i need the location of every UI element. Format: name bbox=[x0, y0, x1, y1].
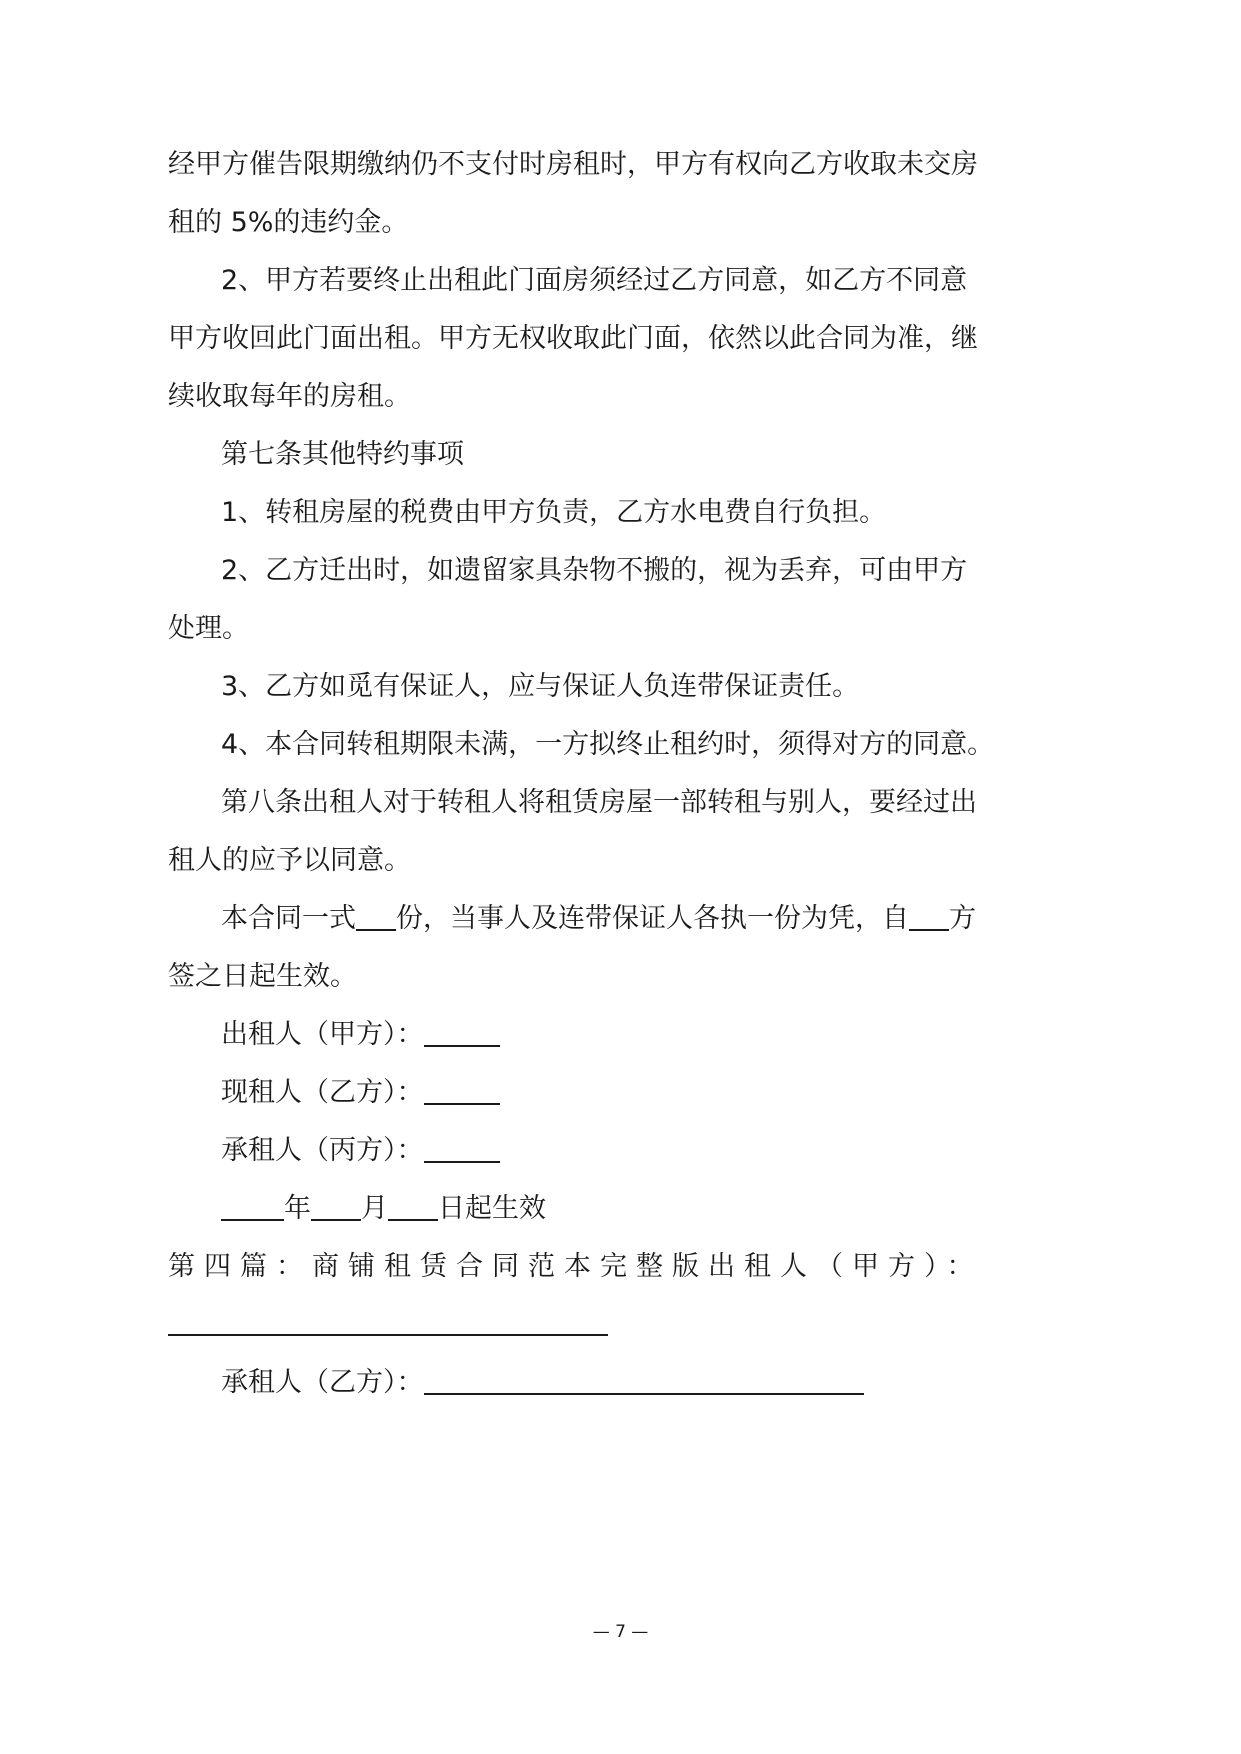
body-line-7: 1、转租房屋的税费由甲方负责，乙方水电费自行负担。 bbox=[221, 497, 887, 528]
copies-line bbox=[221, 902, 976, 936]
current-tenant-label: 现租人（乙方）： bbox=[221, 1077, 424, 1108]
copies-count-blank bbox=[356, 905, 396, 931]
body-line-9: 处理。 bbox=[168, 613, 249, 644]
body-line-4: 甲方收回此门面出租。甲方无权收取此门面，依然以此合同为准，继 bbox=[168, 323, 978, 354]
month-label: 月 bbox=[361, 1193, 388, 1224]
body-line-2: 租的 5%的违约金。 bbox=[168, 207, 409, 238]
page-number: — 7 — bbox=[592, 1622, 649, 1642]
section-four-tenant-blank bbox=[424, 1369, 864, 1395]
article-eight-line: 第八条出租人对于转租人将租赁房屋一部转租与别人，要经过出 bbox=[221, 787, 977, 818]
body-line-1: 经甲方催告限期缴纳仍不支付时房租时，甲方有权向乙方收取未交房 bbox=[168, 149, 978, 180]
section-four-tenant-line bbox=[221, 1366, 864, 1400]
body-line-11: 4、本合同转租期限未满，一方拟终止租约时，须得对方的同意。 bbox=[221, 729, 995, 760]
article-seven-heading: 第七条其他特约事项 bbox=[221, 439, 464, 470]
lessor-blank bbox=[424, 1021, 500, 1047]
year-label: 年 bbox=[284, 1193, 311, 1224]
section-four-lessor-blank bbox=[168, 1334, 608, 1336]
lessor-label: 出租人（甲方）： bbox=[221, 1019, 424, 1050]
sublessee-signature-line bbox=[221, 1134, 500, 1168]
section-four-tenant-label: 承租人（乙方）： bbox=[221, 1367, 424, 1398]
sublessee-label: 承租人（丙方）： bbox=[221, 1135, 424, 1166]
date-line bbox=[221, 1192, 546, 1226]
lessor-signature-line bbox=[221, 1018, 500, 1052]
body-line-3: 2、甲方若要终止出租此门面房须经过乙方同意，如乙方不同意 bbox=[221, 265, 968, 296]
day-blank bbox=[388, 1195, 438, 1221]
body-line-10: 3、乙方如觅有保证人，应与保证人负连带保证责任。 bbox=[221, 671, 860, 702]
current-tenant-blank bbox=[424, 1079, 500, 1105]
effective-line: 签之日起生效。 bbox=[168, 961, 357, 992]
day-label: 日起生效 bbox=[438, 1193, 546, 1224]
section-four-title: 第四篇：商铺租赁合同范本完整版 bbox=[168, 1251, 708, 1282]
copies-text-1: 本合同一式 bbox=[221, 903, 356, 934]
copies-text-2: 份，当事人及连带保证人各执一份为凭，自 bbox=[396, 903, 909, 934]
signing-party-blank bbox=[909, 905, 949, 931]
year-blank bbox=[221, 1195, 284, 1221]
body-line-8: 2、乙方迁出时，如遗留家具杂物不搬的，视为丢弃，可由甲方 bbox=[221, 555, 968, 586]
month-blank bbox=[311, 1195, 361, 1221]
current-tenant-signature-line bbox=[221, 1076, 500, 1110]
copies-text-3: 方 bbox=[949, 903, 976, 934]
body-line-13: 租人的应予以同意。 bbox=[168, 845, 411, 876]
body-line-5: 续收取每年的房租。 bbox=[168, 381, 411, 412]
sublessee-blank bbox=[424, 1137, 500, 1163]
section-four-lessor-label: 出租人（甲方）： bbox=[708, 1251, 983, 1282]
